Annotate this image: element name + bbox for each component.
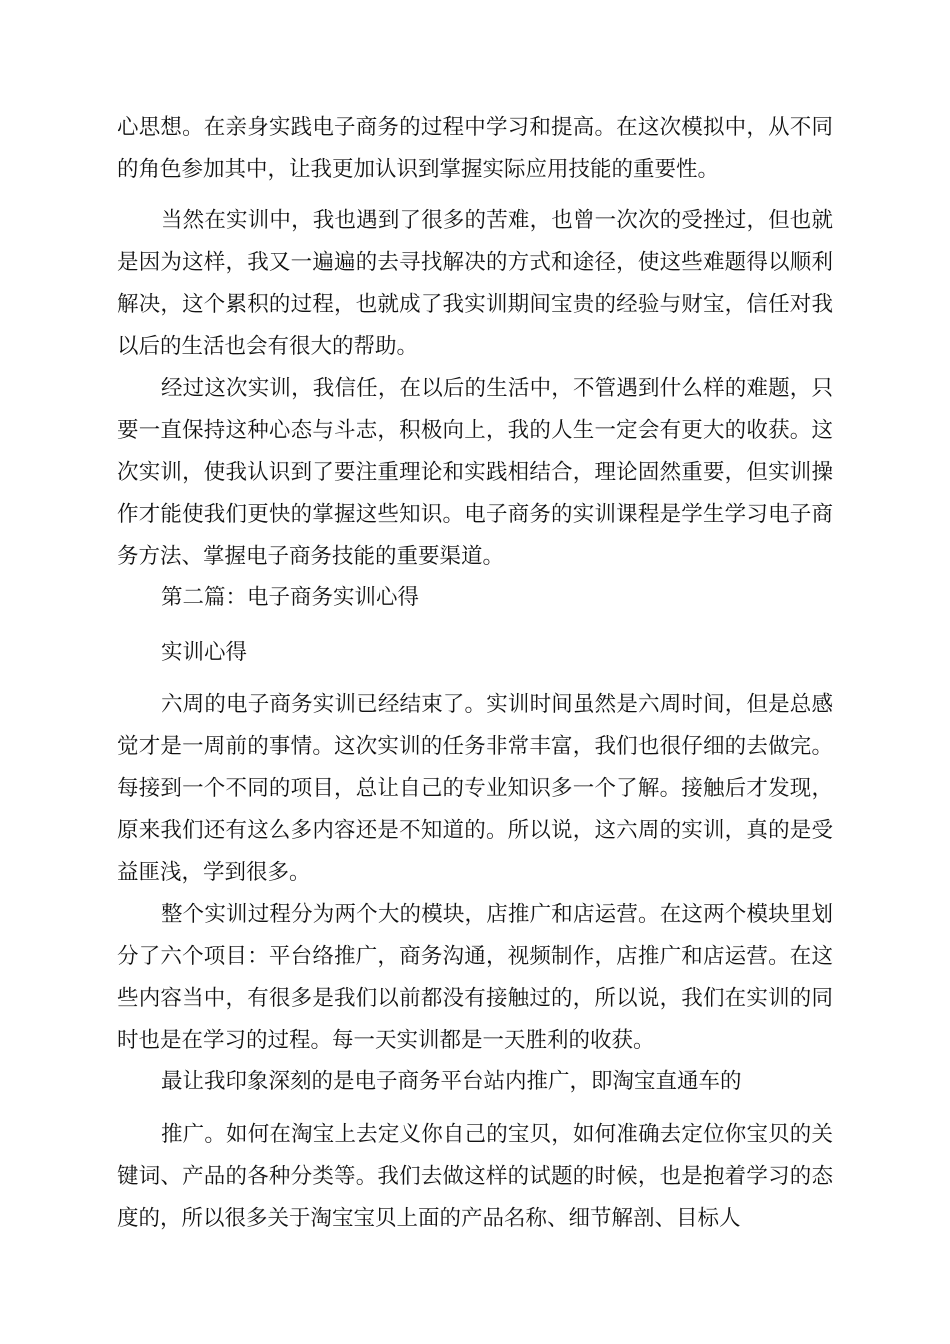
paragraph-text: 六周的电子商务实训已经结束了。实训时间虽然是六周时间，但是总感觉才是一周前的事情。这次实训的任务非常丰富，我们也很仔细的去做完。每接到一个不同的项目，总让自己的专业知识多一个了解。接触后才发现，原来我们还有这么多内容还是不知道的。所以说，这六周的实训，真的是受益匪浅，学到很多。	[117, 692, 833, 885]
paragraph-7	[117, 1114, 833, 1240]
paragraph-5	[117, 894, 833, 1062]
paragraph-text: 推广。如何在淘宝上去定义你自己的宝贝，如何准确去定位你宝贝的关键词、产品的各种分类等。我们去做这样的试题的时候，也是抱着学习的态度的，所以很多关于淘宝宝贝上面的产品名称、细节解剖、目标人	[117, 1122, 833, 1231]
paragraph-text: 心思想。在亲身实践电子商务的过程中学习和提高。在这次模拟中，从不同的角色参加其中，让我更加认识到掌握实际应用技能的重要性。	[117, 115, 833, 182]
sub-heading-text: 实训心得	[161, 640, 248, 665]
paragraph-6	[117, 1061, 833, 1103]
paragraph-text: 最让我印象深刻的是电子商务平台站内推广，即淘宝直通车的	[161, 1069, 742, 1094]
paragraph-text: 当然在实训中，我也遇到了很多的苦难，也曾一次次的受挫过，但也就是因为这样，我又一遍遍的去寻找解决的方式和途径，使这些难题得以顺利解决，这个累积的过程，也就成了我实训期间宝贵的经验与财宝，信任对我以后的生活也会有很大的帮助。	[117, 208, 833, 359]
sub-heading	[117, 632, 833, 674]
section-heading	[117, 577, 833, 619]
section-heading-text: 第二篇：电子商务实训心得	[161, 585, 420, 610]
paragraph-text: 经过这次实训，我信任，在以后的生活中，不管遇到什么样的难题，只要一直保持这种心态与斗志，积极向上，我的人生一定会有更大的收获。这次实训，使我认识到了要注重理论和实践相结合，理论固然重要，但实训操作才能使我们更快的掌握这些知识。电子商务的实训课程是学生学习电子商务方法、掌握电子商务技能的重要渠道。	[117, 376, 833, 569]
paragraph-1	[117, 107, 833, 191]
paragraph-2	[117, 200, 833, 368]
paragraph-text: 整个实训过程分为两个大的模块，店推广和店运营。在这两个模块里划分了六个项目：平台络推广，商务沟通，视频制作，店推广和店运营。在这些内容当中，有很多是我们以前都没有接触过的，所以说，我们在实训的同时也是在学习的过程。每一天实训都是一天胜利的收获。	[117, 902, 833, 1053]
paragraph-3	[117, 368, 833, 578]
paragraph-4	[117, 684, 833, 894]
